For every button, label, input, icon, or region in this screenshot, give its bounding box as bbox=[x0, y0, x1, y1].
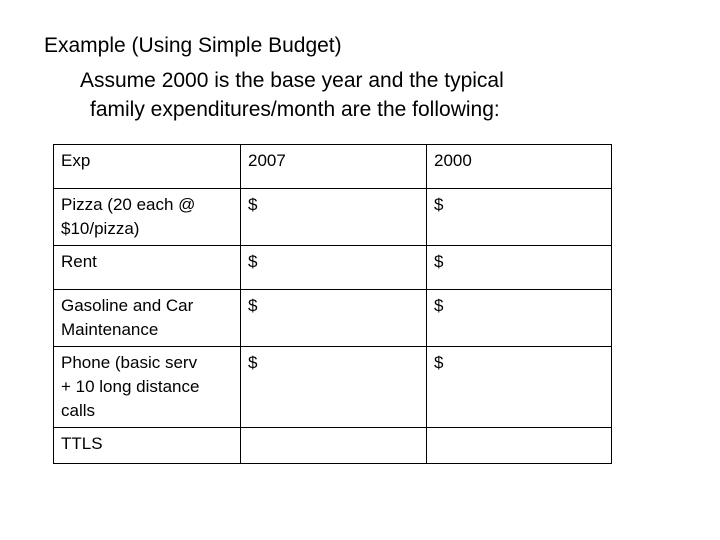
expense-cell bbox=[54, 189, 241, 246]
expense-cell bbox=[54, 246, 241, 290]
table-row-pizza bbox=[54, 189, 612, 246]
value-2000-cell bbox=[427, 428, 612, 464]
value-2007-cell: $ bbox=[241, 189, 427, 246]
value-2007-cell: $ bbox=[241, 246, 427, 290]
expense-label-line: Pizza (20 each @ bbox=[61, 195, 196, 214]
totals-label-cell bbox=[54, 428, 241, 464]
header-2007: 2007 bbox=[241, 145, 427, 189]
expense-label-line: Gasoline and Car bbox=[61, 296, 194, 315]
value-2007-cell: $ bbox=[241, 290, 427, 347]
expense-label-line: $10/pizza) bbox=[61, 219, 140, 238]
expense-cell bbox=[54, 347, 241, 428]
table-row-rent bbox=[54, 246, 612, 290]
value-2000-cell: $ bbox=[427, 246, 612, 290]
value-2000-cell: $ bbox=[427, 290, 612, 347]
expense-label-line: calls bbox=[61, 401, 96, 420]
value-2007-cell: $ bbox=[241, 347, 427, 428]
assumption-text-line-1: Assume 2000 is the base year and the typical bbox=[80, 69, 504, 92]
value-2007-cell bbox=[241, 428, 427, 464]
expense-label-line: Maintenance bbox=[61, 320, 159, 339]
expense-label-line: Phone (basic serv bbox=[61, 353, 198, 372]
expense-cell bbox=[54, 290, 241, 347]
header-exp: Exp bbox=[54, 145, 241, 189]
table-row-totals bbox=[54, 428, 612, 464]
table-row-gasoline bbox=[54, 290, 612, 347]
value-2000-cell: $ bbox=[427, 347, 612, 428]
expense-label-line: TTLS bbox=[61, 434, 103, 453]
table-row-phone bbox=[54, 347, 612, 428]
assumption-text-line-2: family expenditures/month are the following: bbox=[90, 98, 500, 121]
expense-label-line: + 10 long distance bbox=[61, 377, 200, 396]
value-2000-cell: $ bbox=[427, 189, 612, 246]
expense-label-line: Rent bbox=[61, 252, 97, 271]
budget-table bbox=[53, 144, 612, 464]
table-header-row bbox=[54, 145, 612, 189]
slide-title: Example (Using Simple Budget) bbox=[44, 34, 342, 57]
header-2000: 2000 bbox=[427, 145, 612, 189]
